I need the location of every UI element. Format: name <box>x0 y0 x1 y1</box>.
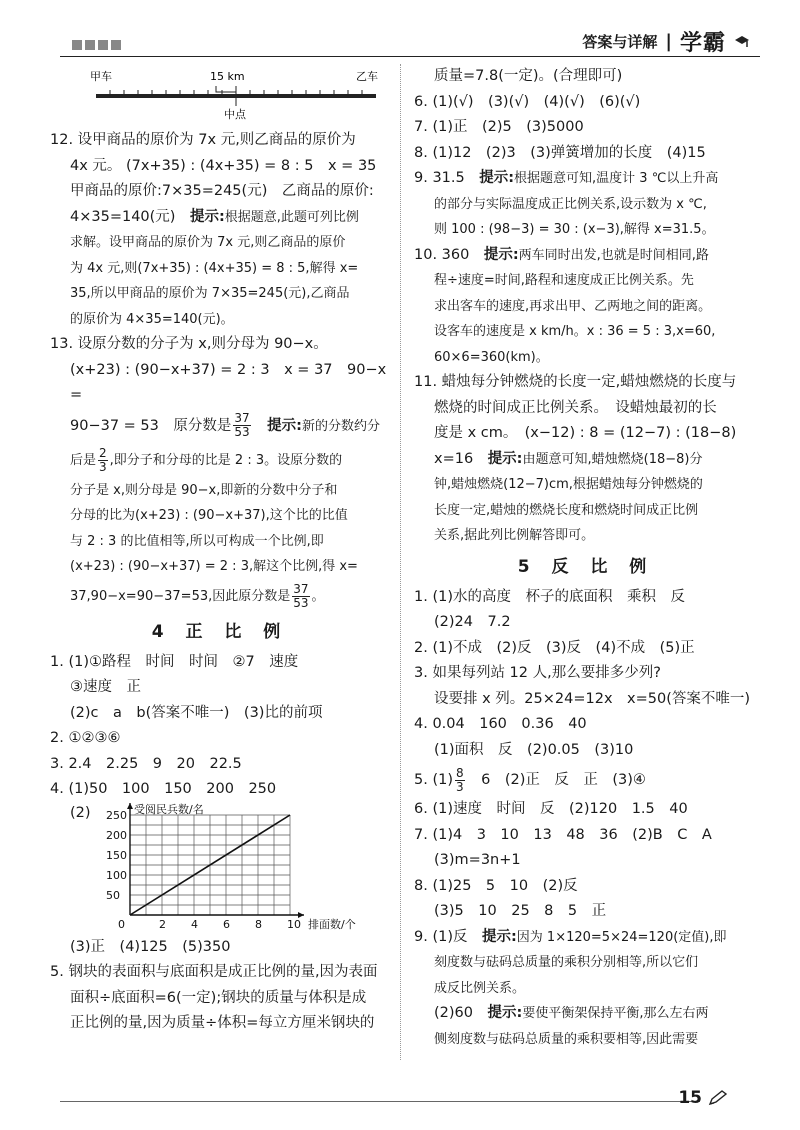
graduation-cap-icon <box>734 35 750 49</box>
road-right-label: 乙车 <box>356 70 378 83</box>
footer-rule <box>60 1101 700 1102</box>
answer-line: 度是 x cm。 (x−12) : 8 = (12−7) : (18−8) <box>434 425 737 441</box>
answer-line: 7. (1)4 3 10 13 48 36 (2)B C A <box>414 826 712 843</box>
line-chart <box>90 803 380 935</box>
hint-text: 后是 <box>70 452 97 468</box>
x-tick-label: 4 <box>191 917 198 931</box>
answer-line: (3)m=3n+1 <box>434 852 521 868</box>
answer-line: 7. (1)正 (2)5 (3)5000 <box>414 119 584 135</box>
answer-line: (1)面积 反 (2)0.05 (3)10 <box>434 741 634 758</box>
answer-line: 4. 0.04 160 0.36 40 <box>414 716 587 732</box>
hint-label: 提示: <box>189 208 225 225</box>
answer-line: 11. 蜡烛每分钟燃烧的长度一定,蜡烛燃烧的长度与 <box>414 374 737 390</box>
answer-line: 3. 如果每列站 12 人,那么要排多少列? <box>414 665 661 681</box>
x-tick-label: 8 <box>255 917 262 931</box>
right-column <box>414 64 758 1052</box>
hint-text: 设客车的速度是 x km/h。x : 36 = 5 : 3,x=60, <box>434 324 716 339</box>
answer-line: (2)24 7.2 <box>434 614 511 630</box>
answer-line: (2) <box>70 804 91 821</box>
hint-text: 求解。设甲商品的原价为 7x 元,则乙商品的原价 <box>70 235 346 250</box>
header-answer-label: 答案与详解 <box>582 33 658 51</box>
x-tick-label: 2 <box>159 917 166 931</box>
y-tick-label: 250 <box>106 808 127 822</box>
hint-text: 根据题意,此题可列比例 <box>224 209 359 225</box>
answer-line: (2)c a b(答案不唯一) (3)比的前项 <box>70 704 323 721</box>
hint-text: 因为 1×120=5×24=120(定值),即 <box>516 929 727 945</box>
hint-text: 关系,据此列比例解答即可。 <box>434 528 595 543</box>
header-decoration <box>72 40 121 50</box>
hint-text: 刻度数与砝码总质量的乘积分别相等,所以它们 <box>434 955 699 970</box>
hint-text: 成反比例关系。 <box>434 980 526 996</box>
hint-text: 则 100 : (98−3) = 30 : (x−3),解得 x=31.5。 <box>434 222 715 237</box>
answer-line: 正比例的量,因为质量÷体积=每立方厘米钢块的 <box>70 1015 375 1031</box>
y-tick-label: 100 <box>106 868 127 882</box>
x-tick-label: 6 <box>223 917 230 931</box>
q13-line: (x+23) : (90−x+37) = 2 : 3 x = 37 90−x = <box>70 361 387 403</box>
q12-line: 12. 设甲商品的原价为 7x 元,则乙商品的原价为 <box>50 132 356 148</box>
road-distance-label: 15 km <box>210 70 245 83</box>
answer-line: ③速度 正 <box>70 679 141 695</box>
header <box>582 26 750 57</box>
answer-line: (3)5 10 25 8 5 正 <box>434 903 607 919</box>
answer-line: 1. (1)①路程 时间 时间 ②7 速度 <box>50 653 299 670</box>
q13-line: 90−37 = 53 原分数是 <box>70 417 232 434</box>
section-title: 5 反 比 例 <box>517 556 655 577</box>
q13-line: 13. 设原分数的分子为 x,则分母为 90−x。 <box>50 336 328 352</box>
hint-text: 。 <box>311 588 325 604</box>
hint-text: 侧刻度数与砝码总质量的乘积要相等,因此需要 <box>434 1031 699 1047</box>
pencil-icon <box>708 1090 728 1106</box>
hint-text: 为 4x 元,则(7x+35) : (4x+35) = 8 : 5,解得 x= <box>70 260 359 276</box>
hint-label: 提示: <box>487 1005 523 1021</box>
y-tick-label: 150 <box>106 848 127 862</box>
header-rule <box>60 56 760 57</box>
x-tick-label: 0 <box>118 917 125 931</box>
answer-line: 9. (1)反 <box>414 928 482 945</box>
answer-line: 5. (1) <box>414 772 453 788</box>
answer-line: 5. 钢块的表面积与底面积是成正比例的量,因为表面 <box>50 964 378 980</box>
fraction: $\frac{2}{3}$ <box>99 445 107 474</box>
answer-line: 6. (1)速度 时间 反 (2)120 1.5 40 <box>414 801 688 817</box>
hint-text: 由题意可知,蜡烛燃烧(18−8)分 <box>522 451 703 467</box>
road-diagram <box>50 64 390 128</box>
hint-text: 根据题意可知,温度计 3 ℃以上升高 <box>514 171 719 186</box>
y-axis-arrow-icon <box>127 803 133 809</box>
hint-text: 37,90−x=90−37=53,因此原分数是 <box>70 588 291 604</box>
hint-text: 求出客车的速度,再求出甲、乙两地之间的距离。 <box>434 298 712 314</box>
y-tick-label: 200 <box>106 828 127 842</box>
hint-text: 分子是 x,则分母是 90−x,即新的分数中分子和 <box>70 482 338 498</box>
q12-line: 4x 元。 (7x+35) : (4x+35) = 8 : 5 x = 35 <box>70 157 377 174</box>
hint-text: 要使平衡架保持平衡,那么左右两 <box>522 1006 709 1021</box>
answer-line: 6 (2)正 反 正 (3)④ <box>466 772 646 788</box>
road-mid-label: 中点 <box>224 108 246 121</box>
hint-text: 与 2 : 3 的比值相等,所以可构成一个比例,即 <box>70 533 324 549</box>
fraction: $\frac{37}{53}$ <box>293 581 309 610</box>
header-separator: | <box>665 31 672 52</box>
hint-label: 提示: <box>483 246 519 263</box>
hint-label: 提示: <box>487 450 523 467</box>
hint-text: 程÷速度=时间,路程和速度成正比例关系。先 <box>434 273 694 288</box>
brand-logo: 学霸 <box>679 31 726 56</box>
answer-line: (3)正 (4)125 (5)350 <box>70 938 231 955</box>
hint-text: ,即分子和分母的比是 2 : 3。设原分数的 <box>109 452 343 468</box>
hint-text: 钟,蜡烛燃烧(12−7)cm,根据蜡烛每分钟燃烧的 <box>434 477 703 492</box>
answer-line: 8. (1)12 (2)3 (3)弹簧增加的长度 (4)15 <box>414 144 706 161</box>
answer-line: (2)60 <box>434 1005 488 1021</box>
chart-block <box>50 803 390 935</box>
fraction: $\frac{8}{3}$ <box>455 765 464 794</box>
answer-line: 设要排 x 列。25×24=12x x=50(答案不唯一) <box>434 690 751 707</box>
q12-line: 4×35=140(元) <box>70 208 190 225</box>
answer-line: 2. (1)不成 (2)反 (3)反 (4)不成 (5)正 <box>414 639 695 656</box>
answer-line: 8. (1)25 5 10 (2)反 <box>414 877 578 894</box>
answer-line: 4. (1)50 100 150 200 250 <box>50 781 277 797</box>
hint-label: 提示: <box>481 928 517 945</box>
hint-text: 长度一定,蜡烛的燃烧长度和燃烧时间成正比例 <box>434 502 699 518</box>
hint-text: 新的分数约分 <box>301 418 380 434</box>
hint-text: 60×6=360(km)。 <box>434 349 549 365</box>
hint-text: 的原价为 4×35=140(元)。 <box>70 311 234 327</box>
hint-text: (x+23) : (90−x+37) = 2 : 3,解这个比例,得 x= <box>70 559 358 574</box>
y-axis-label: 受阅民兵数/名 <box>134 802 204 816</box>
answer-line: 3. 2.4 2.25 9 20 22.5 <box>50 755 242 772</box>
answer-line: 10. 360 <box>414 246 484 263</box>
page-number: 15 <box>678 1088 702 1108</box>
q12-line: 甲商品的原价:7×35=245(元) 乙商品的原价: <box>70 183 374 199</box>
answer-line: 1. (1)水的高度 杯子的底面积 乘积 反 <box>414 588 685 605</box>
answer-line: 2. ①②③⑥ <box>50 730 121 746</box>
x-axis-label: 排面数/个 <box>308 917 356 931</box>
answer-line: 9. 31.5 <box>414 170 480 186</box>
road-left-label: 甲车 <box>90 70 112 83</box>
answer-line: 6. (1)(√) (3)(√) (4)(√) (6)(√) <box>414 93 641 110</box>
x-tick-label: 10 <box>287 917 301 931</box>
footer <box>678 1088 728 1108</box>
hint-text: 35,所以甲商品的原价为 7×35=245(元),乙商品 <box>70 286 350 301</box>
hint-label: 提示: <box>479 170 515 186</box>
answer-line: 面积÷底面积=6(一定);钢块的质量与体积是成 <box>70 989 367 1006</box>
hint-text: 分母的比为(x+23) : (90−x+37),这个比的比值 <box>70 508 348 523</box>
hint-text: 的部分与实际温度成正比例关系,设示数为 x ℃, <box>434 196 707 212</box>
left-column <box>50 64 390 1037</box>
fraction: $\frac{37}{53}$ <box>234 411 250 439</box>
answer-line: 燃烧的时间成正比例关系。 设蜡烛最初的长 <box>434 399 717 416</box>
column-divider <box>400 64 401 1060</box>
hint-label: 提示: <box>267 417 302 434</box>
y-tick-label: 50 <box>106 888 120 902</box>
hint-text: 两车同时出发,也就是时间相同,路 <box>518 247 709 263</box>
answer-line: x=16 <box>434 450 488 467</box>
section-title: 4 正 比 例 <box>151 621 289 642</box>
answer-line: 质量=7.8(一定)。(合理即可) <box>434 68 623 84</box>
